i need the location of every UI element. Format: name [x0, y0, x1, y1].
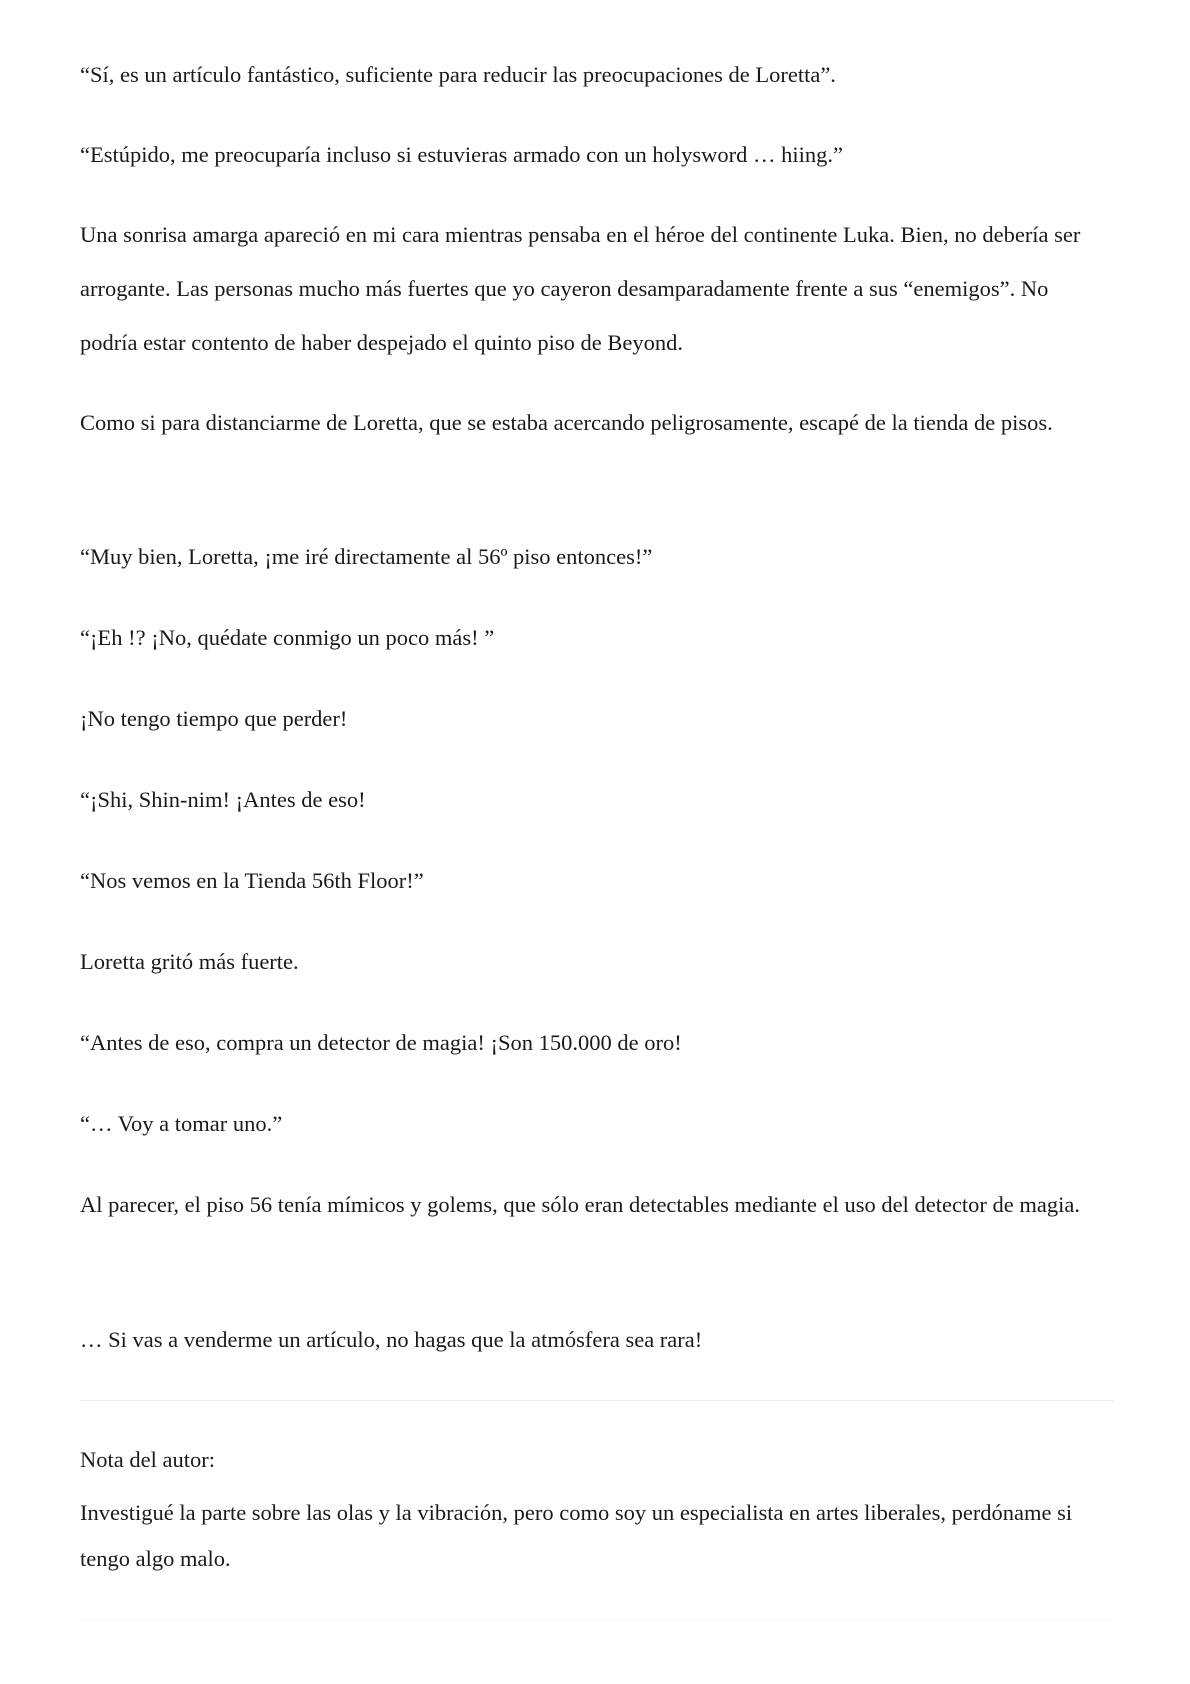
paragraph-3: Una sonrisa amarga apareció en mi cara mientras pensaba en el héroe del continente Luka. Bien, no debería ser arrogante. Las personas mucho más fuertes que yo cayeron desamparadamente frente a sus “enemigos”. No podría estar contento de haber despejado el quinto piso de Beyond. [80, 222, 1081, 355]
paragraph-2: “Estúpido, me preocuparía incluso si estuvieras armado con un holysword … hiing.” [80, 142, 843, 167]
author-note-body: Investigué la parte sobre las olas y la vibración, pero como soy un especialista en artes liberales, perdóname si tengo algo malo. [80, 1500, 1073, 1571]
paragraph-8: “¡Shi, Shin-nim! ¡Antes de eso! [80, 787, 366, 812]
paragraph-1: “Sí, es un artículo fantástico, suficiente para reducir las preocupaciones de Loretta”. [80, 62, 836, 87]
paragraph-5: “Muy bien, Loretta, ¡me iré directamente al 56º piso entonces!” [80, 544, 653, 569]
paragraph-7: ¡No tengo tiempo que perder! [80, 706, 348, 731]
paragraph-6: “¡Eh !? ¡No, quédate conmigo un poco más! ” [80, 625, 495, 650]
paragraph-14: … Si vas a venderme un artículo, no hagas que la atmósfera sea rara! [80, 1327, 703, 1352]
paragraph-13: Al parecer, el piso 56 tenía mímicos y golems, que sólo eran detectables mediante el uso del detector de magia. [80, 1192, 1081, 1217]
footer-divider [80, 1620, 1114, 1621]
paragraph-10: Loretta gritó más fuerte. [80, 949, 299, 974]
section-divider [80, 1400, 1114, 1401]
paragraph-12: “… Voy a tomar uno.” [80, 1111, 283, 1136]
paragraph-4: Como si para distanciarme de Loretta, que se estaba acercando peligrosamente, escapé de la tienda de pisos. [80, 410, 1053, 435]
author-note-heading: Nota del autor: [80, 1447, 215, 1472]
paragraph-11: “Antes de eso, compra un detector de magia! ¡Son 150.000 de oro! [80, 1030, 682, 1055]
paragraph-9: “Nos vemos en la Tienda 56th Floor!” [80, 868, 424, 893]
